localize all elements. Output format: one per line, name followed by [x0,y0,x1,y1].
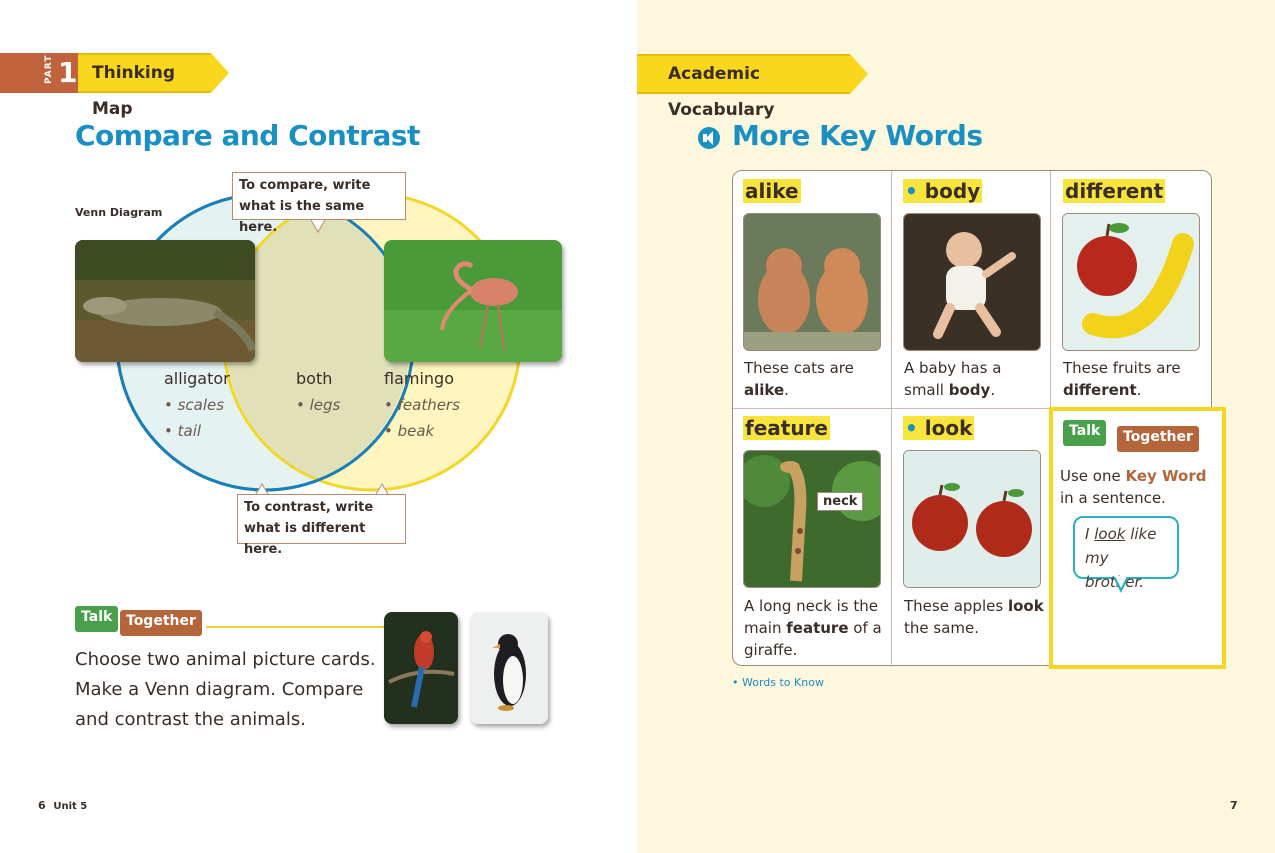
vocab-sentence: A long neck is the main feature of a giraffe. [744,597,882,659]
talk-label: Talk [75,606,118,632]
apples-photo [903,450,1041,588]
vocab-word-alike: alike [745,179,799,203]
part-label: PART [44,54,54,84]
venn-right-title: flamingo [384,369,454,388]
academic-vocabulary-tab: Academic Vocabulary [637,54,850,94]
baby-photo [903,213,1041,351]
words-to-know-note: • Words to Know [732,676,824,689]
part-number: 1 [58,56,78,89]
venn-left-item: • scales [164,396,225,414]
vocab-sentence: A baby has a small body. [904,359,1002,399]
parrot-card [384,612,458,724]
thinking-map-tab: Thinking Map [78,53,211,93]
callout-contrast: To contrast, write what is different here. [237,494,406,544]
talk-divider [206,626,384,628]
talk-label: Talk [1063,420,1106,446]
cats-photo [743,213,881,351]
page-title: More Key Words [732,119,983,152]
venn-diagram-label: Venn Diagram [75,206,163,219]
fruits-photo [1062,213,1200,351]
penguin-card [470,612,548,724]
talk-prompt: Use one Key Word in a sentence. [1060,467,1207,507]
grid-divider [891,171,892,667]
vocab-word-look: • look [905,416,973,440]
talk-line-1: Choose two animal picture cards. [75,649,376,670]
flamingo-photo [384,240,562,362]
page-number: 6 [38,799,46,812]
together-label: Together [1117,426,1199,452]
vocab-word-feature: feature [745,416,828,440]
talk-line-2: Make a Venn diagram. Compare [75,679,364,700]
venn-middle-title: both [296,369,333,388]
venn-middle-item: • legs [296,396,341,414]
speech-bubble: I look like my brother. [1073,516,1179,579]
unit-label: Unit 5 [53,801,88,812]
speaker-icon[interactable] [698,127,720,149]
vocab-word-body: • body [905,179,981,203]
alligator-photo [75,240,255,362]
vocab-sentence: These apples look the same. [904,597,1044,637]
callout-compare: To compare, write what is the same here. [232,172,406,220]
vocab-sentence: These cats are alike. [744,359,854,399]
vocab-sentence: These fruits are different. [1063,359,1181,399]
together-label: Together [120,610,202,636]
venn-left-item: • tail [164,422,202,440]
folio-left [38,799,87,812]
venn-left-title: alligator [164,369,230,388]
speech-tail-inner [1115,576,1127,588]
folio-right: 7 [1230,799,1238,812]
page-title: Compare and Contrast [75,119,420,152]
talk-line-3: and contrast the animals. [75,709,306,730]
venn-right-item: • beak [384,422,435,440]
neck-label: neck [817,492,863,511]
giraffe-photo [743,450,881,588]
vocab-word-different: different [1065,179,1164,203]
venn-right-item: • feathers [384,396,460,414]
talk-instructions [75,645,376,735]
